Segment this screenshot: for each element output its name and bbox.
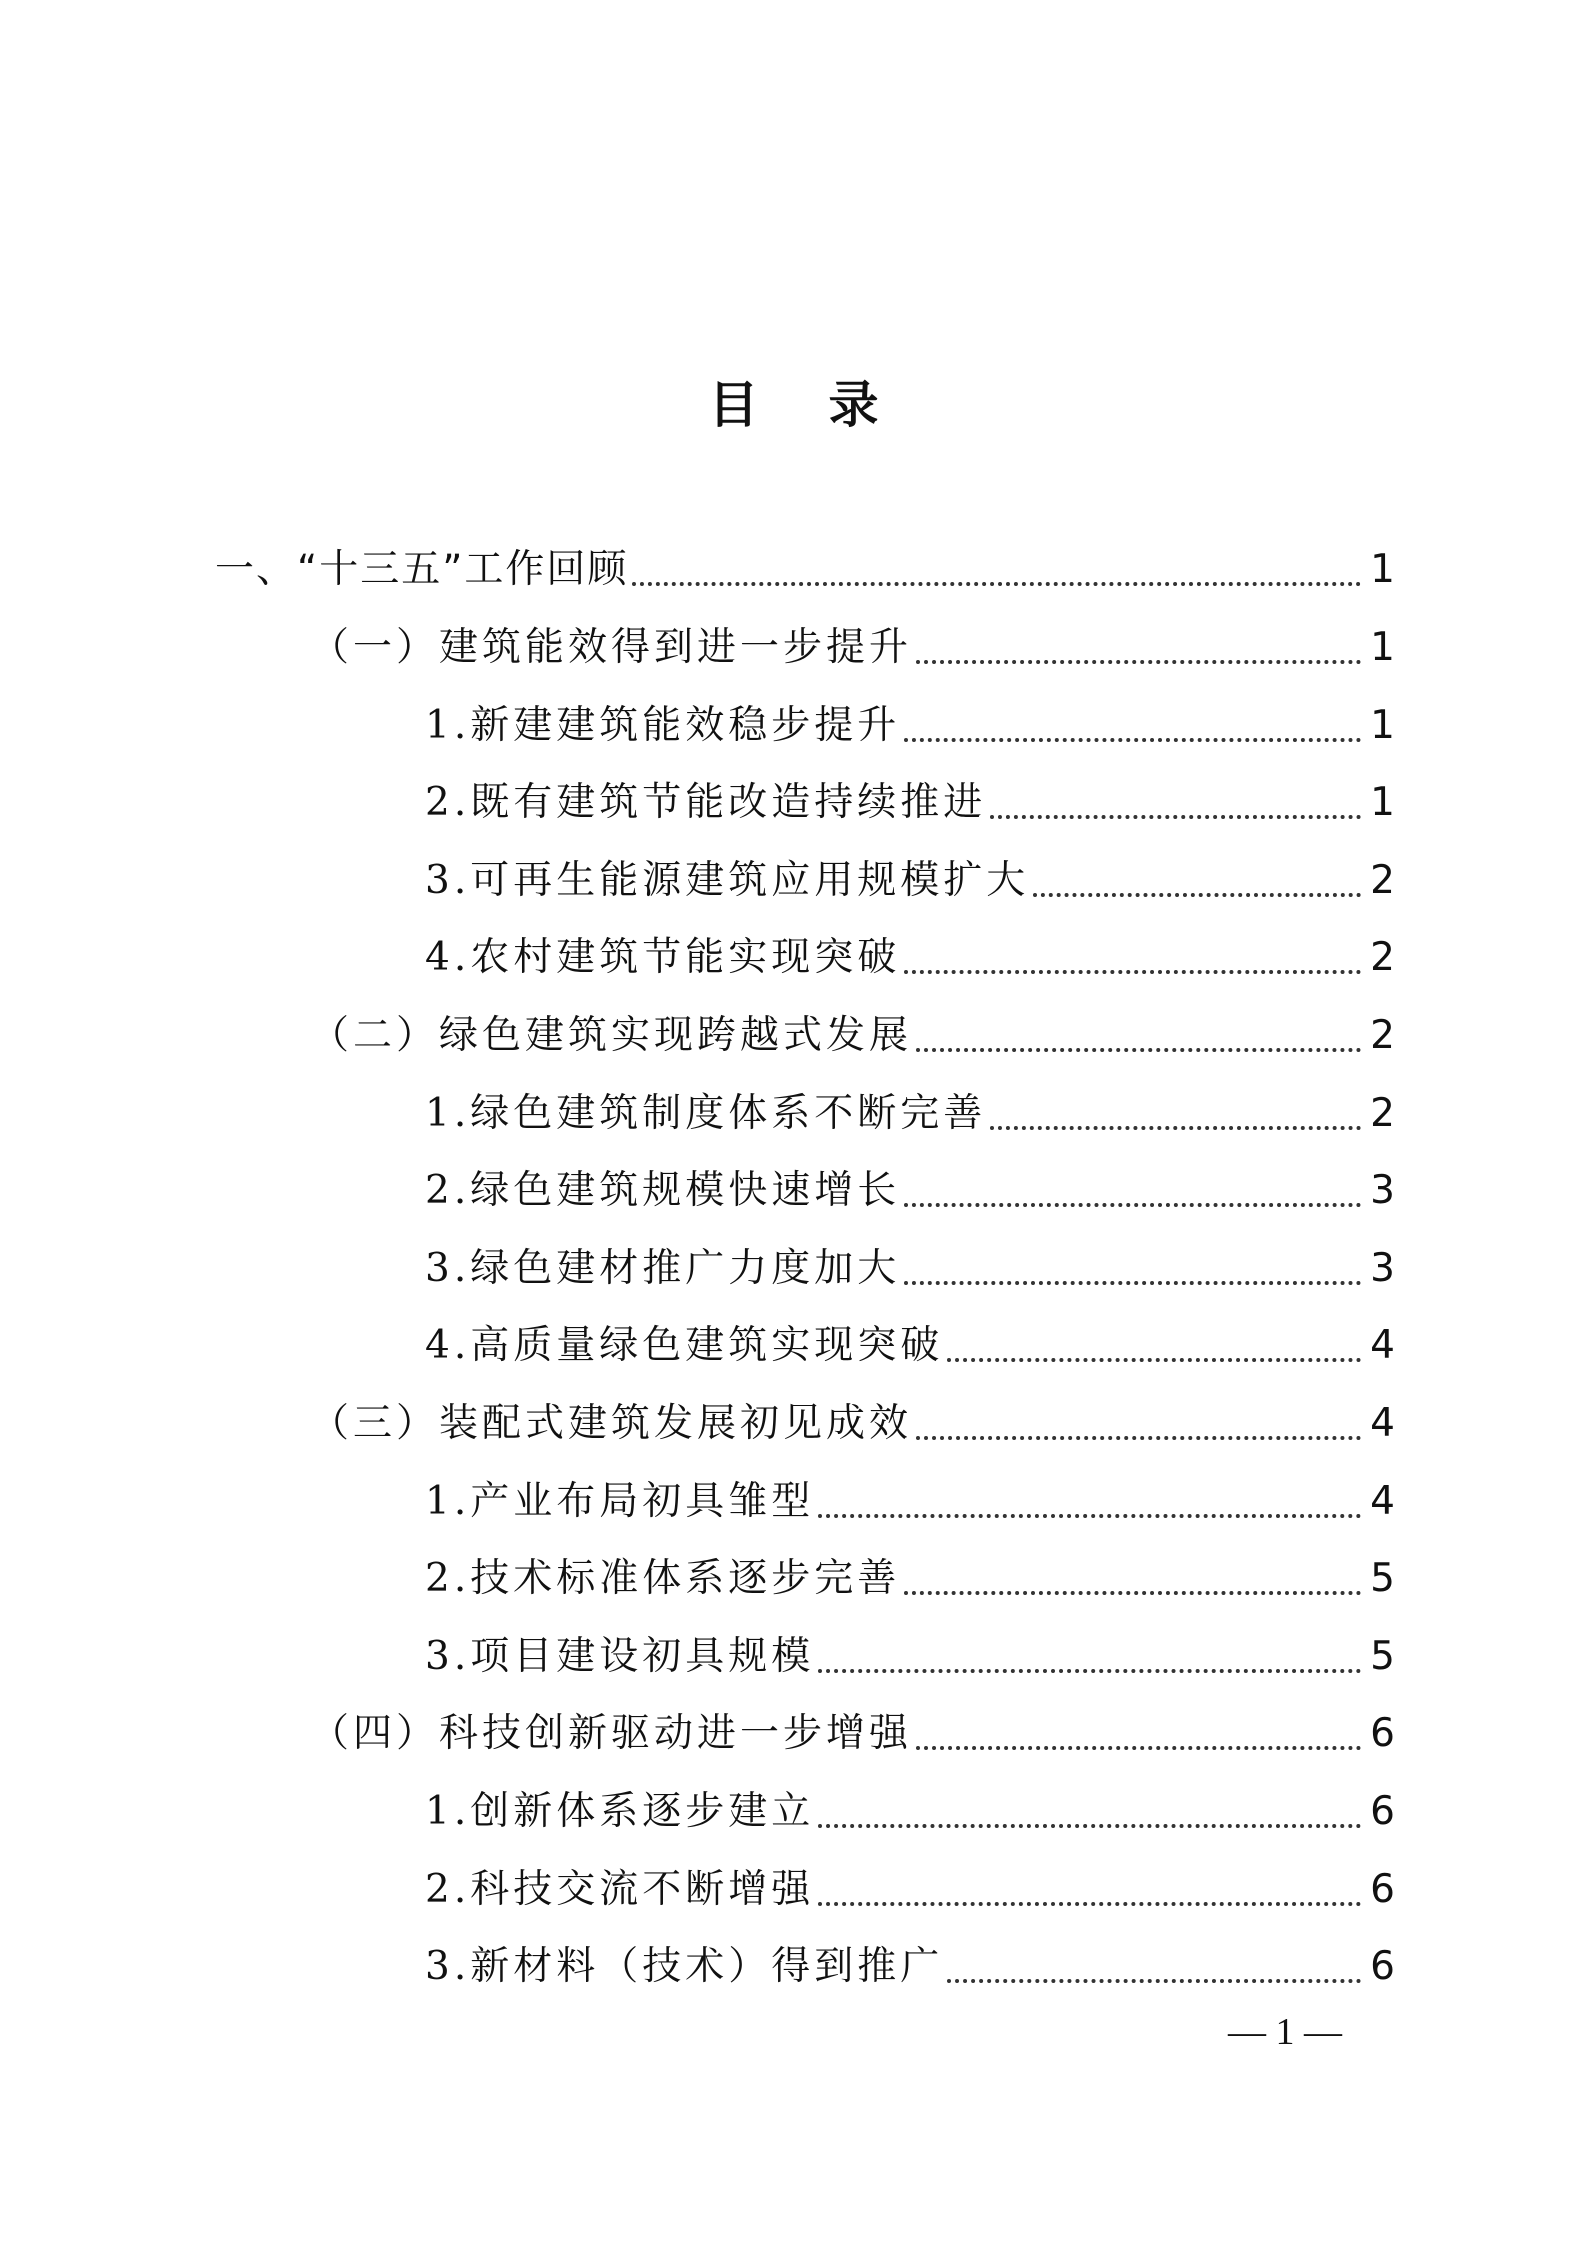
toc-entry[interactable]	[310, 1394, 1395, 1454]
toc-entry[interactable]	[425, 1316, 1395, 1376]
toc-dot-leader	[632, 582, 1361, 586]
toc-entry-page: 2	[1370, 1091, 1395, 1136]
toc-entry-page: 4	[1370, 1323, 1395, 1368]
toc-dot-leader	[990, 815, 1361, 819]
toc-entry-page: 3	[1370, 1168, 1395, 1213]
toc-dot-leader	[904, 1281, 1361, 1285]
toc-entry-page: 1	[1370, 547, 1395, 592]
toc-entry-page: 5	[1370, 1634, 1395, 1679]
toc-entry-label: 1.新建建筑能效稳步提升	[425, 703, 901, 748]
toc-dot-leader	[916, 660, 1361, 664]
toc-entry[interactable]	[215, 540, 1395, 600]
toc-entry-page: 6	[1370, 1867, 1395, 1912]
toc-entry-page: 4	[1370, 1479, 1395, 1524]
toc-entry[interactable]	[425, 851, 1395, 911]
toc-dot-leader	[1033, 893, 1361, 897]
toc-entry-page: 1	[1370, 625, 1395, 670]
toc-entry-label: 2.技术标准体系逐步完善	[425, 1556, 901, 1601]
toc-entry[interactable]	[310, 1704, 1395, 1764]
toc-entry-label: 3.绿色建材推广力度加大	[425, 1246, 901, 1291]
toc-entry-page: 2	[1370, 1013, 1395, 1058]
toc-dot-leader	[990, 1126, 1361, 1130]
toc-entry-label: 2.既有建筑节能改造持续推进	[425, 780, 987, 825]
toc-entry[interactable]	[425, 928, 1395, 988]
toc-entry-page: 6	[1370, 1789, 1395, 1834]
toc-entry[interactable]	[425, 1084, 1395, 1144]
toc-entry[interactable]	[425, 1782, 1395, 1842]
toc-dot-leader	[916, 1746, 1361, 1750]
toc-entry[interactable]	[425, 1472, 1395, 1532]
toc-entry-page: 1	[1370, 780, 1395, 825]
toc-entry-page: 5	[1370, 1556, 1395, 1601]
toc-dot-leader	[916, 1048, 1361, 1052]
toc-dot-leader	[947, 1358, 1361, 1362]
toc-entry-label: （四）科技创新驱动进一步增强	[310, 1711, 913, 1756]
toc-entry[interactable]	[425, 1239, 1395, 1299]
toc-entry-page: 1	[1370, 703, 1395, 748]
toc-entry-label: 2.科技交流不断增强	[425, 1867, 815, 1912]
toc-entry-page: 4	[1370, 1401, 1395, 1446]
toc-entry-page: 6	[1370, 1944, 1395, 1989]
toc-dot-leader	[916, 1436, 1361, 1440]
toc-entry-page: 6	[1370, 1711, 1395, 1756]
toc-entry-label: 1.绿色建筑制度体系不断完善	[425, 1091, 987, 1136]
toc-entry[interactable]	[425, 773, 1395, 833]
toc-entry-label: 1.产业布局初具雏型	[425, 1479, 815, 1524]
toc-entry-page: 3	[1370, 1246, 1395, 1291]
toc-dot-leader	[947, 1979, 1361, 1983]
toc-entry-label: 4.农村建筑节能实现突破	[425, 935, 901, 980]
toc-entry-label: （三）装配式建筑发展初见成效	[310, 1401, 913, 1446]
toc-dot-leader	[904, 1591, 1361, 1595]
toc-entry-label: 一、“十三五”工作回顾	[215, 547, 629, 592]
toc-entry-label: 3.可再生能源建筑应用规模扩大	[425, 858, 1030, 903]
toc-entry[interactable]	[425, 1549, 1395, 1609]
page-title: 目录	[708, 375, 949, 434]
toc-entry-label: （一）建筑能效得到进一步提升	[310, 625, 913, 670]
toc-dot-leader	[904, 738, 1361, 742]
toc-entry[interactable]	[425, 1937, 1395, 1997]
toc-entry-label: 2.绿色建筑规模快速增长	[425, 1168, 901, 1213]
toc-dot-leader	[818, 1669, 1361, 1673]
toc-entry-label: （二）绿色建筑实现跨越式发展	[310, 1013, 913, 1058]
toc-entry[interactable]	[310, 618, 1395, 678]
toc-entry[interactable]	[310, 1006, 1395, 1066]
toc-dot-leader	[904, 970, 1361, 974]
toc-entry-label: 4.高质量绿色建筑实现突破	[425, 1323, 944, 1368]
toc-entry[interactable]	[425, 1860, 1395, 1920]
toc-entry[interactable]	[425, 1161, 1395, 1221]
toc-entry-label: 3.项目建设初具规模	[425, 1634, 815, 1679]
toc-dot-leader	[818, 1514, 1361, 1518]
toc-entry-page: 2	[1370, 935, 1395, 980]
page-number: — 1 —	[1228, 2011, 1342, 2053]
toc-entry[interactable]	[425, 1627, 1395, 1687]
toc-entry-label: 1.创新体系逐步建立	[425, 1789, 815, 1834]
toc-dot-leader	[818, 1902, 1361, 1906]
toc-entry-page: 2	[1370, 858, 1395, 903]
toc-dot-leader	[818, 1824, 1361, 1828]
toc-entry[interactable]	[425, 696, 1395, 756]
toc-dot-leader	[904, 1203, 1361, 1207]
toc-entry-label: 3.新材料（技术）得到推广	[425, 1944, 944, 1989]
